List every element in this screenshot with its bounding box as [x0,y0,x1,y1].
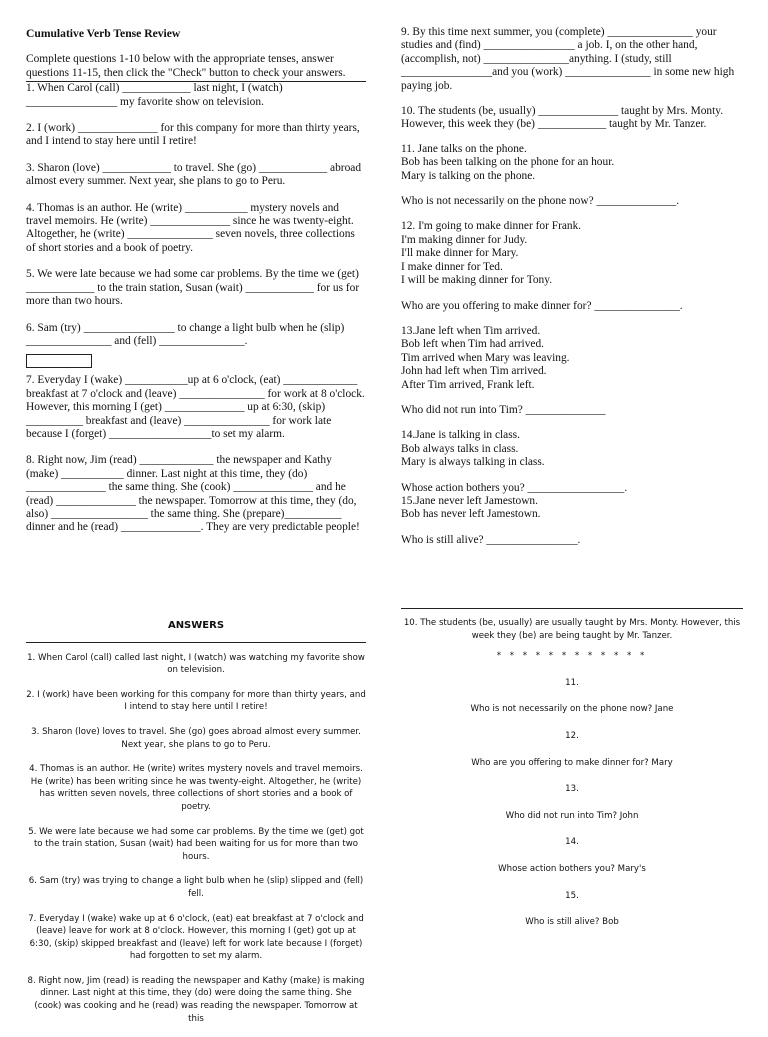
answer-4: 4. Thomas is an author. He (write) writes mystery novels and travel memoirs. He (write) has been writing since he was twenty-eight. Altogether, he (write) has written seven novels, three collections of short stories and a book of poetry. [29,764,363,812]
answers-heading: ANSWERS [26,620,366,643]
answers-left-column [26,620,366,1037]
answer-5: 5. We were late because we had some car problems. By the time we (get) got to the train station, Susan (wait) had been waiting for us for more than two hours. [28,826,364,862]
answer-7: 7. Everyday I (wake) wake up at 6 o'clock, (eat) eat breakfast at 7 o'clock and (leave) leave for work at 8 o'clock. However, this morning I (get) got up at 6:30, (skip) skipped breakfast and (leave) left for work late because I (forget) had forgotten to set my alarm. [28,913,364,962]
question-2: 2. I (work) ______________ for this company for more than thirty years, and I intend to stay here until I retire! [26,122,360,148]
separator-stars: * * * * * * * * * * * * [496,651,648,662]
question-13-statements: 13.Jane left when Tim arrived. Bob left when Tim had arrived. Tim arrived when Mary was leaving. John had left when Tim arrived. After Tim arrived, Frank left. [401,324,570,391]
check-button[interactable] [26,354,92,368]
answer-6: 6. Sam (try) was trying to change a light bulb when he (slip) slipped and (fell) fell. [28,876,364,899]
question-1: 1. When Carol (call) ____________ last night, I (watch) ________________ my favorite show on television. [26,82,283,108]
worksheet-intro: Complete questions 1-10 below with the appropriate tenses, answer questions 11-15, then click the "Check" button to check your answers. [26,53,366,82]
question-14-statements: 14.Jane is talking in class. Bob always talks in class. Mary is always talking in class. [401,429,545,469]
question-7: 7. Everyday I (wake) ___________up at 6 o'clock, (eat) _____________ breakfast at 7 o'clock and (leave) _______________ for work at 8 o'clock. However, this morning I (get) ______________ up at 6:30, (skip) __________ breakfast and (leave) _______________ for work late because I (forget) __________________to set my alarm. [26,374,365,440]
answer-14-number: 14. [565,837,579,848]
question-15-statements: 15.Jane never left Jamestown. Bob has never left Jamestown. [401,494,541,521]
answer-13: Who did not run into Tim? John [505,810,639,821]
answer-15-number: 15. [565,890,579,901]
answer-11-number: 11. [565,677,579,688]
answer-12: Who are you offering to make dinner for? Mary [471,757,673,768]
answer-8: 8. Right now, Jim (read) is reading the newspaper and Kathy (make) is making dinner. Last night at this time, they (do) were doing the same thing. She (cook) was cooking and he (read) was reading the newspaper. Tomorrow at this [27,975,365,1024]
question-12-prompt: Who are you offering to make dinner for? _______________. [401,299,683,312]
question-12-statements: 12. I'm going to make dinner for Frank. I'm making dinner for Judy. I'll make dinner for Mary. I make dinner for Ted. I will be making dinner for Tony. [401,220,582,287]
question-5: 5. We were late because we had some car problems. By the time we (get) ____________ to the train station, Susan (wait) ____________ for us for more than two hours. [26,268,360,308]
question-10: 10. The students (be, usually) ______________ taught by Mrs. Monty. However, this week they (be) ____________ taught by Mr. Tanzer. [401,105,724,131]
question-6: 6. Sam (try) ________________ to change a light bulb when he (slip) _______________ and (fell) _______________. [26,321,345,347]
question-4: 4. Thomas is an author. He (write) ___________ mystery novels and travel memoirs. He (write) ______________ since he was twenty-eight. Altogether, he (write) _______________ seven novels, three collections of short stories and a book of poetry. [26,201,355,254]
answer-12-number: 12. [565,730,579,741]
question-14-prompt: Whose action bothers you? _________________. [401,481,628,494]
question-11-prompt: Who is not necessarily on the phone now? ______________. [401,195,680,208]
question-9: 9. By this time next summer, you (complete) _______________ your studies and (find) ________________ a job. I, on the other hand, (accomplish, not) _______________anything. I (study, still ________________and you (work) _______________ in some new high paying job. [401,26,735,92]
answer-11: Who is not necessarily on the phone now? Jane [470,704,674,715]
answer-2: 2. I (work) have been working for this company for more than thirty years, and I intend to stay here until I retire! [26,689,366,713]
question-3: 3. Sharon (love) ____________ to travel. She (go) ____________ abroad almost every summer. Next year, she plans to go to Peru. [26,161,362,188]
question-8: 8. Right now, Jim (read) _____________ the newspaper and Kathy (make) ___________ dinner. Last night at this time, they (do) ______________ the same thing. She (cook) ______________ and he (read) ______________ the newspaper. Tomorrow at this time, they (do, also) _________________ the same thing. She (prepare)__________ dinner and he (read) ______________. They are very predictable people! [26,454,360,534]
answer-13-number: 13. [565,784,579,795]
answer-10: 10. The students (be, usually) are usually taught by Mrs. Monty. However, this week they (be) are being taught by Mr. Tanzer. [401,608,743,642]
answer-15: Who is still alive? Bob [525,917,619,928]
answers-right-column [401,608,743,943]
answer-3: 3. Sharon (love) loves to travel. She (go) goes abroad almost every summer. Next year, she plans to go to Peru. [31,726,361,750]
question-11-statements: 11. Jane talks on the phone. Bob has been talking on the phone for an hour. Mary is talking on the phone. [401,142,615,182]
question-15-prompt: Who is still alive? ________________. [401,533,581,546]
question-13-prompt: Who did not run into Tim? ______________ [401,403,606,416]
worksheet-left-column [26,27,366,548]
worksheet-right-column [401,26,751,560]
answer-1: 1. When Carol (call) called last night, I (watch) was watching my favorite show on television. [27,652,365,676]
worksheet-title: Cumulative Verb Tense Review [26,27,181,40]
answer-14: Whose action bothers you? Mary's [498,863,646,874]
